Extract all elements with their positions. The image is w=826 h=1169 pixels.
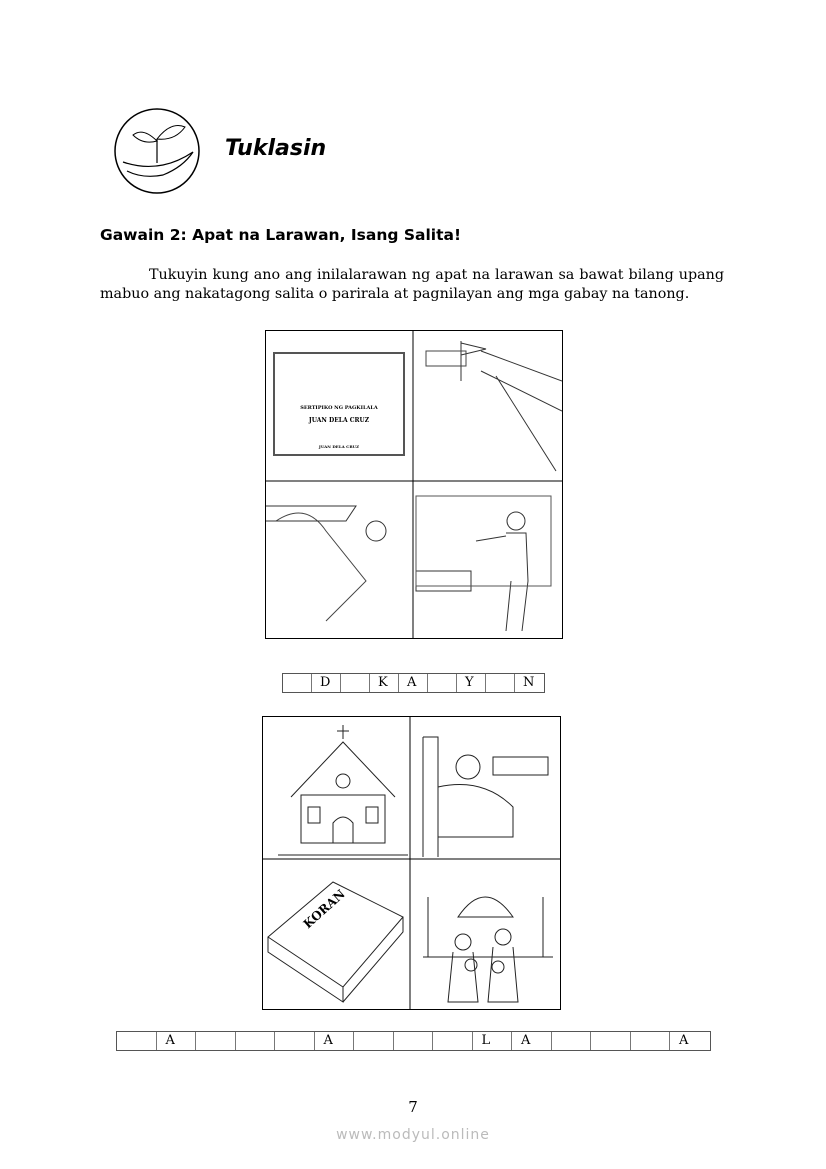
book-label: KORAN [300,886,348,932]
letter-box[interactable] [486,674,515,692]
letter-box[interactable] [196,1032,236,1050]
letter-box[interactable]: K [370,674,399,692]
four-pictures-set-2 [262,716,561,1010]
letter-box[interactable] [283,674,312,692]
instructions-paragraph: Tukuyin kung ano ang inilalarawan ng apat na larawan sa bawat bilang upang mabuo ang nakatagong salita o parirala at pagnilayan ang mga gabay na tanong. [100,267,724,302]
letter-box[interactable] [428,674,457,692]
students-illustration [276,513,366,621]
watermark: www.modyul.online [336,1127,490,1143]
letter-box[interactable] [354,1032,394,1050]
letter-box[interactable] [236,1032,276,1050]
church-illustration [278,725,408,855]
page-number: 7 [408,1098,418,1116]
praying-child-illustration [423,737,548,857]
mosque-family-illustration [423,897,553,1002]
certificate-title: SERTIPIKO NG PAGKILALA [300,405,378,411]
school-building-illustration [481,351,562,471]
letter-puzzle-2 [116,1031,711,1051]
letter-box[interactable] [394,1032,434,1050]
letter-box[interactable]: Y [457,674,486,692]
letter-box[interactable]: L [473,1032,513,1050]
letter-box[interactable] [341,674,370,692]
letter-box[interactable] [117,1032,157,1050]
certificate-signature: JUAN DELA CRUZ [318,444,360,449]
letter-box[interactable] [552,1032,592,1050]
letter-box[interactable] [433,1032,473,1050]
teacher-illustration [507,512,525,530]
letter-box[interactable] [591,1032,631,1050]
letter-box[interactable]: N [523,675,535,690]
letter-box[interactable]: A [512,1032,552,1050]
flag-icon [461,341,486,381]
activity-heading: Gawain 2: Apat na Larawan, Isang Salita! [100,226,462,244]
letter-box[interactable]: D [312,674,341,692]
letter-box[interactable] [631,1032,671,1050]
hands-seedling-logo-icon [113,107,201,195]
certificate-name: JUAN DELA CRUZ [308,417,370,424]
letter-box[interactable]: A [315,1032,355,1050]
letter-box[interactable]: A [399,674,428,692]
letter-box[interactable]: A [157,1032,197,1050]
letter-puzzle-1 [282,673,545,693]
letter-box[interactable] [275,1032,315,1050]
letter-box[interactable]: A [679,1033,689,1048]
four-pictures-set-1 [265,330,563,639]
certificate-illustration [274,353,404,455]
section-title: Tuklasin [225,136,327,161]
